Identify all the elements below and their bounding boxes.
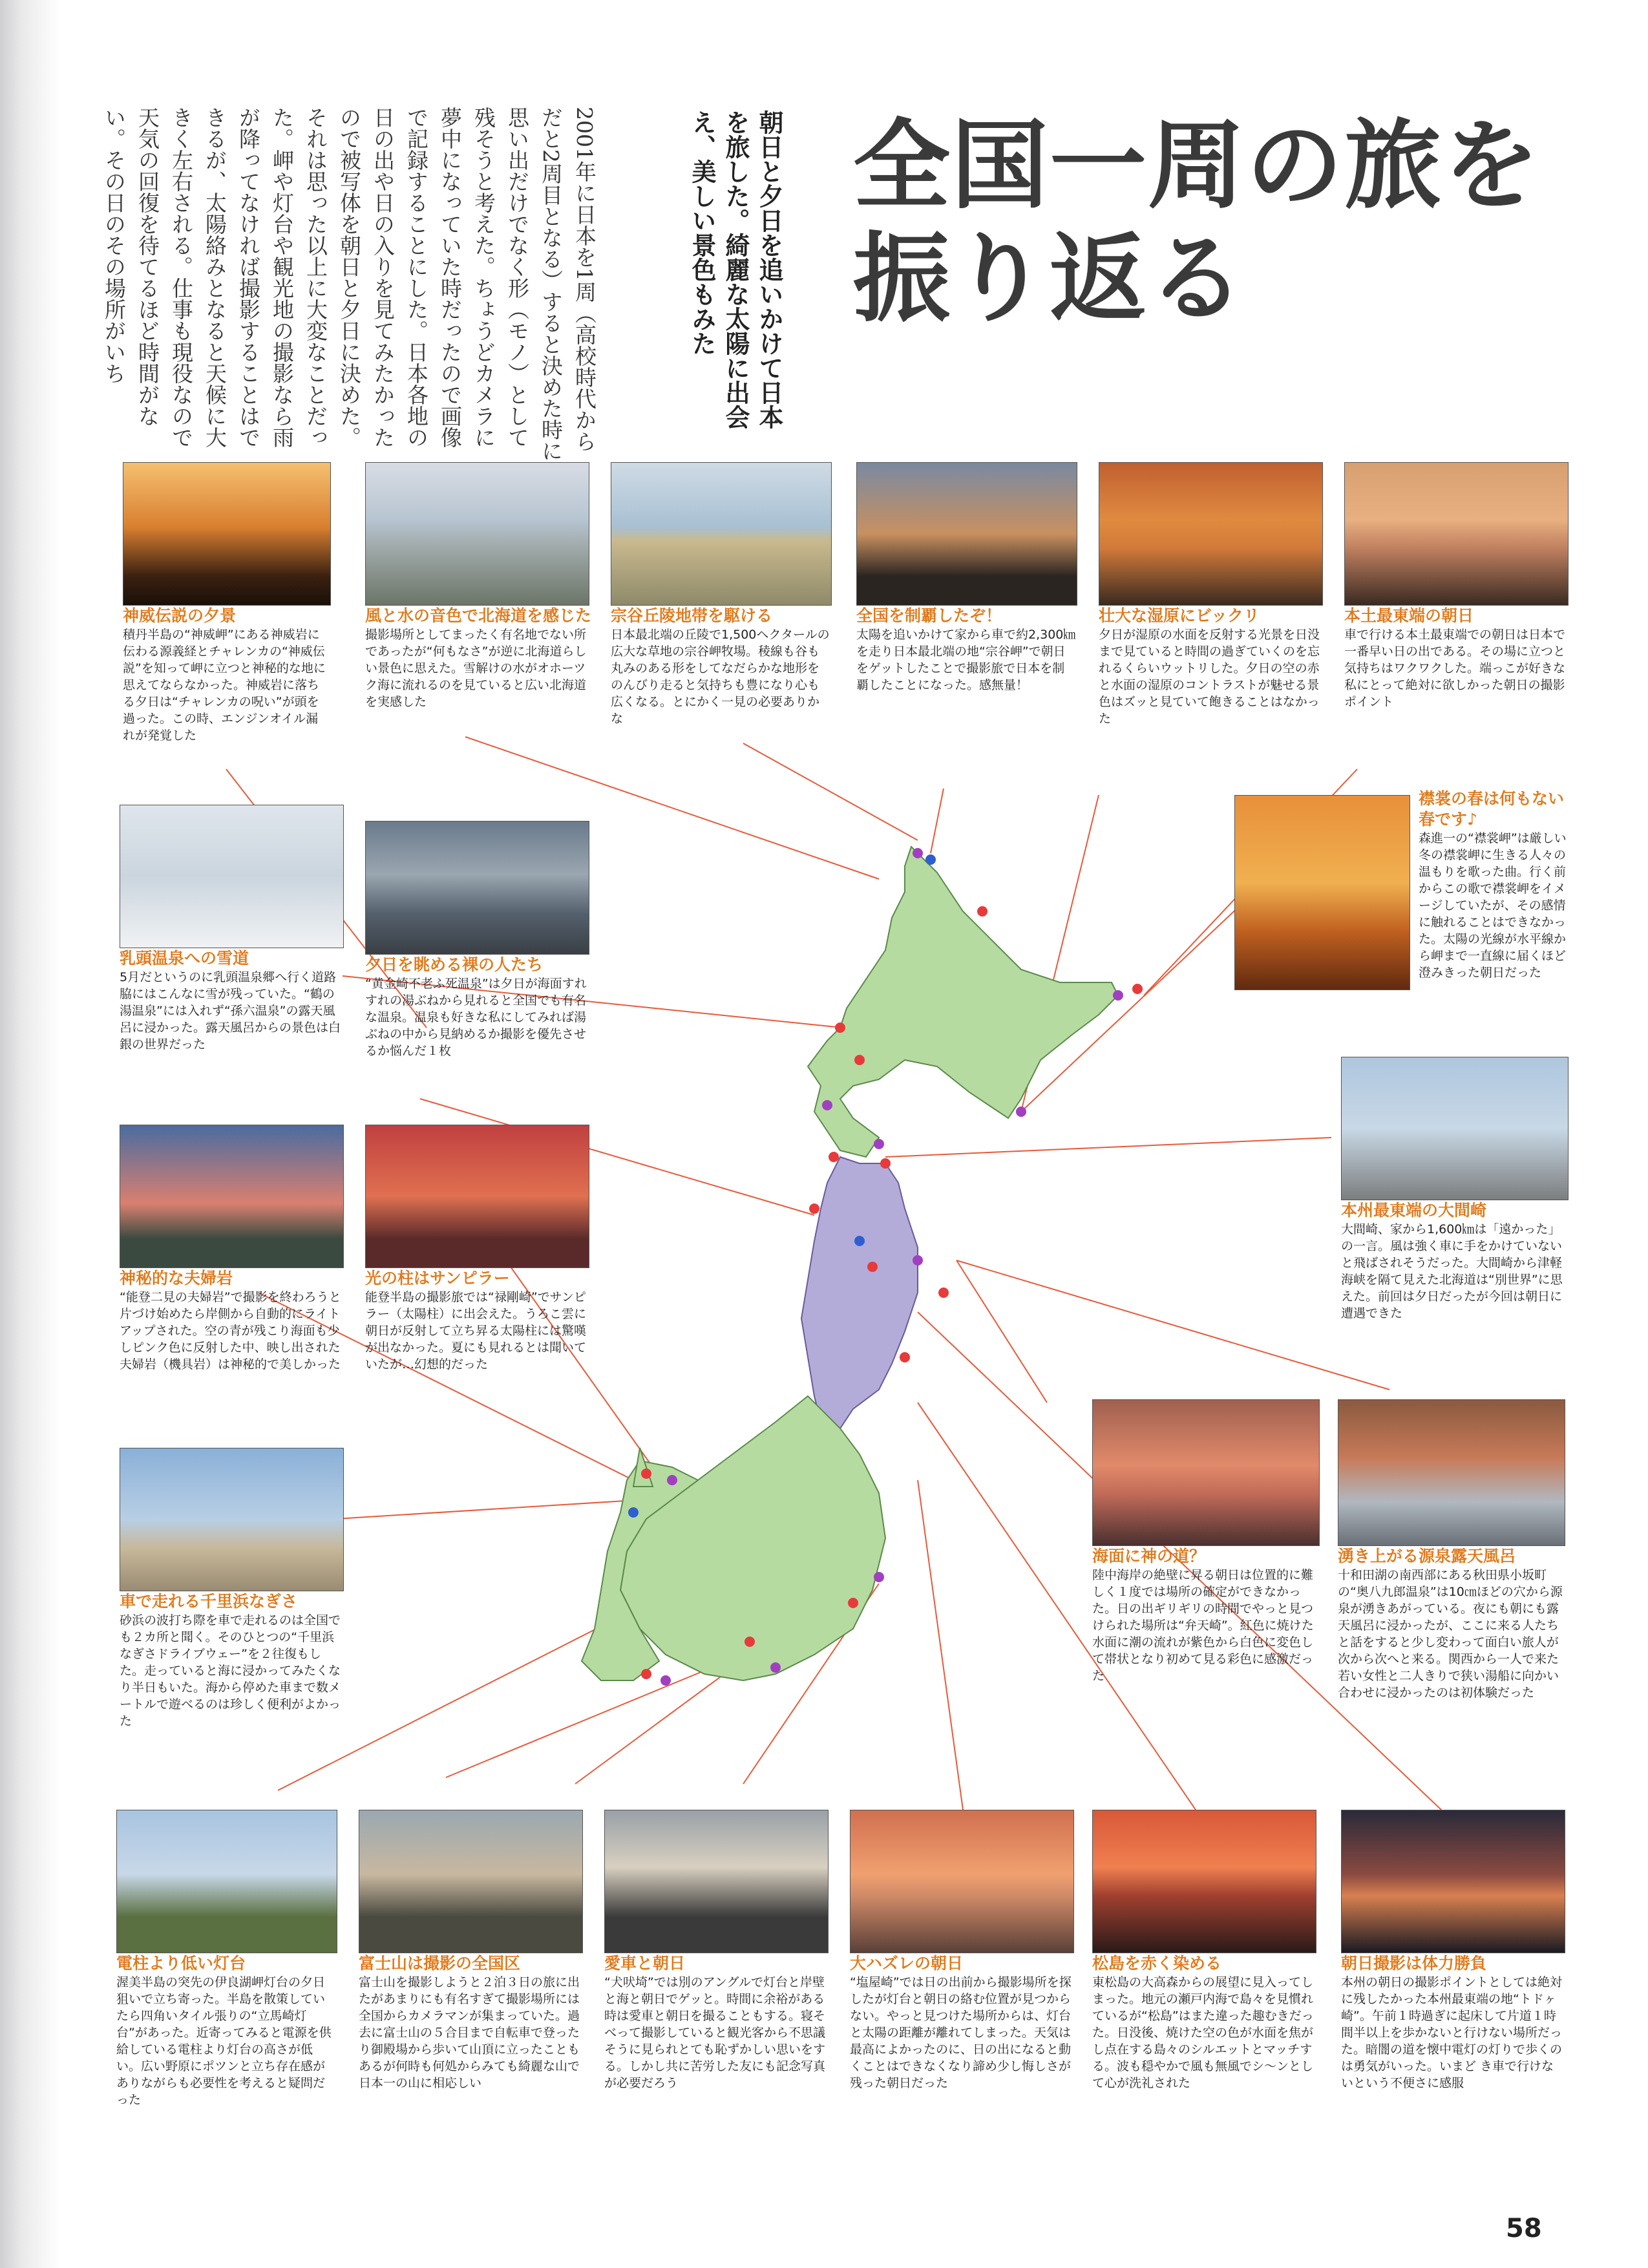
monument-photo xyxy=(856,462,1077,606)
mt-fuji-photo xyxy=(359,1810,583,1953)
card-title: 海面に神の道？ xyxy=(1092,1547,1206,1565)
lighthouse-photo xyxy=(1344,462,1569,606)
title-line-1: 全国一周の旅を xyxy=(853,110,1541,222)
card-text: 砂浜の波打ち際を車で走れるのは全国でも２カ所と聞く。そのひとつの“千里浜なぎさドライブウェー”を２往復もした。走っていると海に浸かってみたくなり半日もいた。海から停めた車まで数メートルで遊べるのは珍しく便利がよかった xyxy=(120,1613,341,1728)
card-text: “犬吠埼”では別のアングルで灯台と岸壁と海と朝日でゲッと。時間に余裕がある時は愛車と朝日を撮ることもする。寝そべって撮影していると観光客から不思議そうに見られとても恥ずかしい思いをする。しかし共に苦労した友にも記念写真が必要だろう xyxy=(604,1975,826,2090)
card-title: 朝日撮影は体力勝負 xyxy=(1341,1954,1487,1973)
card-text: “塩屋崎”では日の出前から撮影場所を探したが灯台と朝日の絡む位置が見つからない。やっと見つけた場所からは、灯台と太陽の距離が離れてしまった。天気は最高によかったのに、日の出になると動くことはできなくなり諦め少し悔しさが残った朝日だった xyxy=(850,1975,1072,2090)
card-meoto-iwa xyxy=(120,1125,343,1373)
card-text: 十和田湖の南西部にある秋田県小坂町の“奥八九郎温泉”は10㎝ほどの穴から源泉が湧きあがっている。夜にも朝にも露天風呂に浸かったが、ここに来る人たちと話をすると少し変わって面白い旅人が次から次へと来る。関西から一人で来た若い女性と二人きりで狭い湯船に向かい合わせに浸かったのは初体験だった xyxy=(1338,1568,1563,1700)
card-soya-hills xyxy=(611,462,830,727)
card-text: 陸中海岸の絶壁に昇る朝日は位置的に難しく１度では場所の確定ができなかった。日の出ギリギリの時間でやっと見つけられた場所は“弁天崎”。紅色に焼けた水面に潮の流れが紫色から白色に変色して帯状となり初めて見る彩色に感激だった xyxy=(1092,1568,1314,1683)
hot-spring-photo xyxy=(1338,1399,1565,1546)
page-number: 58 xyxy=(1506,2214,1542,2243)
card-text: 車で行ける本土最東端での朝日は日本で一番早い日の出である。その場に立つと気持ちはワクワクした。端っこが好きな私にとって絶対に欲しかった朝日の撮影ポイント xyxy=(1344,628,1566,709)
hokkaido xyxy=(808,847,1118,1157)
card-onsen-sunset xyxy=(365,821,588,1059)
coast-sunrise-photo xyxy=(850,1810,1074,1953)
card-title: 光の柱はサンピラー xyxy=(365,1269,510,1288)
tohoku xyxy=(801,1157,918,1428)
card-title: 湧き上がる源泉露天風呂 xyxy=(1338,1547,1516,1565)
card-title: 風と水の音色で北海道を感じた xyxy=(365,606,592,625)
onsen-photo xyxy=(365,821,589,955)
card-text: 森進一の“襟裳岬”は厳しい冬の襟裳岬に生きる人々の温もりを歌った曲。行く前からこの歌で襟裳岬をイメージしていたが、その感情に触れることはできなかった。太陽の光線が水平線から岬まで一直線に届くほど澄みきった朝日だった xyxy=(1419,831,1567,980)
card-title: 本州最東端の大間崎 xyxy=(1341,1201,1487,1220)
card-car-sunrise xyxy=(604,1810,827,2092)
lighthouse-car-photo xyxy=(116,1810,337,1953)
snow-road-photo xyxy=(120,805,344,948)
card-oma xyxy=(1341,1057,1567,1322)
card-wetland xyxy=(1099,462,1322,727)
card-shioyazaki xyxy=(850,1810,1073,2092)
wetland-photo xyxy=(1099,462,1323,606)
landscape-photo xyxy=(365,462,589,606)
card-chirihama xyxy=(120,1448,343,1730)
card-text: 富士山を撮影しようと２泊３日の旅に出たがあまりにも有名すぎて撮影場所には全国からカメラマンが集まっていた。過去に富士山の５合目まで自転車で登ったり御殿場から歩いて山頂に立ったこともあるが何時も何処からみても綺麗な山で日本一の山に相応しい xyxy=(359,1975,580,2090)
card-text: “能登二見の夫婦岩”で撮影を終わろうと片づけ始めたら岸側から自動的にライトアップされた。空の青が残こり海面も少しピンク色に反射した中、映し出された夫婦岩（機具岩）は神秘的で美しかった xyxy=(120,1290,341,1372)
card-fuji xyxy=(359,1810,582,2092)
card-title: 松島を赤く染める xyxy=(1092,1954,1222,1973)
card-title: 乳頭温泉への雪道 xyxy=(120,949,249,968)
card-text: 5月だというのに乳頭温泉郷へ行く道路脇にはこんなに雪が残っていた。“鶴の湯温泉”には入れず“孫六温泉”の露天風呂に浸かった。露天風呂からの景色は白銀の世界だった xyxy=(120,970,341,1052)
card-title: 神秘的な夫婦岩 xyxy=(120,1269,233,1288)
card-text: 渥美半島の突先の伊良湖岬灯台の夕日狙いで立ち寄った。半島を散策していたら四角いタイル張りの“立馬崎灯台”があった。近寄ってみると電源を供給している電柱より灯台の高さが低い。広い野原にポツンと立ち存在感がありながらも必要性を考えると疑問だった xyxy=(116,1975,332,2107)
night-lighthouse-photo xyxy=(1341,1810,1565,1953)
card-text: 太陽を追いかけて家から車で約2,300㎞を走り日本最北端の地“宗谷岬”で朝日をゲットしたことで撮影旅で日本を制覇したことになった。感無量！ xyxy=(856,628,1076,692)
card-text: 日本最北端の丘陵で1,500ヘクタールの広大な草地の宗谷岬牧場。稜線も谷も丸みのある形をしてなだらかな地形をのんびり走ると気持ちも豊になり心も広くなる。とにかく一見の必要ありかな xyxy=(611,628,830,726)
card-title: 全国を制覇したぞ！ xyxy=(856,606,1002,625)
intro-text: 2001年に日本を1周（高校時代からだと2周目となる）すると決めた時に思い出だけでなく形（モノ）として残そうと考えた。ちょうどカメラに夢中になっていた時だったので画像で記録することにした。日本各地の日の出や日の入りを見てみたかったので被写体を朝日と夕日に決めた。それは思った以上に大変なことだった。岬や灯台や観光地の撮影なら雨が降ってなければ撮影することはできるが、太陽絡みとなると天候に大きく左右される。仕事も現役なので天気の回復を待てるほど時間がない。その日のその場所がいち xyxy=(101,107,597,461)
card-sea-road xyxy=(1092,1399,1318,1684)
rock-photo xyxy=(120,1125,344,1268)
lead-text: 朝日と夕日を追いかけて日本を旅した。綺麗な太陽に出会え、美しい景色もみた xyxy=(688,110,784,429)
card-title: 襟裳の春は何もない春です♪ xyxy=(1419,789,1565,829)
card-low-lighthouse xyxy=(116,1810,336,2108)
sun-pillar-photo xyxy=(365,1125,589,1268)
card-text: “黄金崎不老ふ死温泉”は夕日が海面すれすれの湯ぶねから見れると全国でも有名な温泉。温泉も好きな私にしてみれば湯ぶねの中から見納めるか撮影を優先させるか悩んだ１枚 xyxy=(365,977,587,1058)
card-title: 本土最東端の朝日 xyxy=(1344,606,1474,625)
card-title: 愛車と朝日 xyxy=(604,1954,686,1973)
card-text: 大間崎、家から1,600㎞は「遠かった」の一言。風は強く車に手をかけていないと飛ばされそうだった。大間崎から津軽海峡を隔て見えた北海道は“別世界”に思えた。前回は夕日だったが今回は朝日に遭遇できた xyxy=(1341,1222,1563,1320)
card-title: 夕日を眺める裸の人たち xyxy=(365,955,544,974)
sea-sunrise-photo xyxy=(1092,1399,1320,1546)
card-text: 能登半島の撮影旅では“禄剛崎”でサンピラー（太陽柱）に出会えた。うろこ雲に朝日が反射して立ち昇る太陽柱には驚嘆が出なかった。夏にも見れるとは聞いていたが…幻想的だった xyxy=(365,1290,587,1372)
card-title: 神威伝説の夕景 xyxy=(123,606,237,625)
card-todogasaki xyxy=(1341,1810,1564,2092)
card-erimo xyxy=(1234,795,1409,990)
card-matsushima xyxy=(1092,1810,1315,2092)
beach-photo xyxy=(120,1448,344,1591)
card-title: 車で走れる千里浜なぎさ xyxy=(120,1592,298,1611)
cape-sunrise-photo xyxy=(1234,795,1410,990)
wind-farm-photo xyxy=(611,462,832,606)
card-title: 宗谷丘陵地帯を駆ける xyxy=(611,606,773,625)
title-line-2: 振り返る xyxy=(853,223,1247,335)
card-text: 積丹半島の“神威岬”にある神威岩に伝わる源義経とチャレンカの“神威伝説”を知って岬に立つと神秘的な地に思えてならなかった。神威岩に落ちる夕日は“チャレンカの呪い”が頭を過った。この時、エンジンオイル漏れが発覚した xyxy=(123,628,326,743)
card-title: 大ハズレの朝日 xyxy=(850,1954,964,1973)
islands-photo xyxy=(1092,1810,1316,1953)
card-nyuto xyxy=(120,805,343,1053)
card-title: 壮大な湿原にビックリ xyxy=(1099,606,1260,625)
card-title: 富士山は撮影の全国区 xyxy=(359,1954,521,1973)
card-conquered xyxy=(856,462,1076,694)
card-text: 夕日が湿原の水面を反射する光景を日没まで見ていると時間の過ぎていくのを忘れるくらいウットリした。夕日の空の赤と水面の湿原のコントラストが魅せる景色はズッと見ていて飽きることはなかった xyxy=(1099,628,1320,726)
card-text: 撮影場所としてまったく有名地でない所であったが“何もなさ”が逆に北海道らしい景色に思えた。雪解けの水がオホーツク海に流れるのを見ていると広い北海道を実感した xyxy=(365,628,587,709)
card-east-sunrise xyxy=(1344,462,1567,710)
card-title: 電柱より低い灯台 xyxy=(116,1954,246,1973)
card-text: 本州の朝日の撮影ポイントとしては絶対に残したかった本州最東端の地“トドヶ崎”。午前１時過ぎに起床して片道１時間半以上を歩かないと行けない場所だった。暗闇の道を懐中電灯の灯りで歩くのは勇気がいった。いまど き車で行けないという不便さに感服 xyxy=(1341,1975,1563,2090)
card-sun-pillar xyxy=(365,1125,588,1373)
card-kamui-sunset xyxy=(123,462,330,744)
jeep-photo xyxy=(1341,1057,1569,1200)
card-text: 東松島の大高森からの展望に見入ってしまった。地元の瀬戸内海で島々を見慣れているが“松島”はまた違った趣むきだった。日没後、焼けた空の色が水面を焦がし点在する島々のシルエットとマッチする。波も穏やかで風も無風でシ～ンとして心が洗礼された xyxy=(1092,1975,1314,2090)
card-hokkaido-wind xyxy=(365,462,592,710)
sunset-photo xyxy=(123,462,331,606)
car-sunrise-photo xyxy=(604,1810,829,1953)
card-hot-spring xyxy=(1338,1399,1564,1701)
